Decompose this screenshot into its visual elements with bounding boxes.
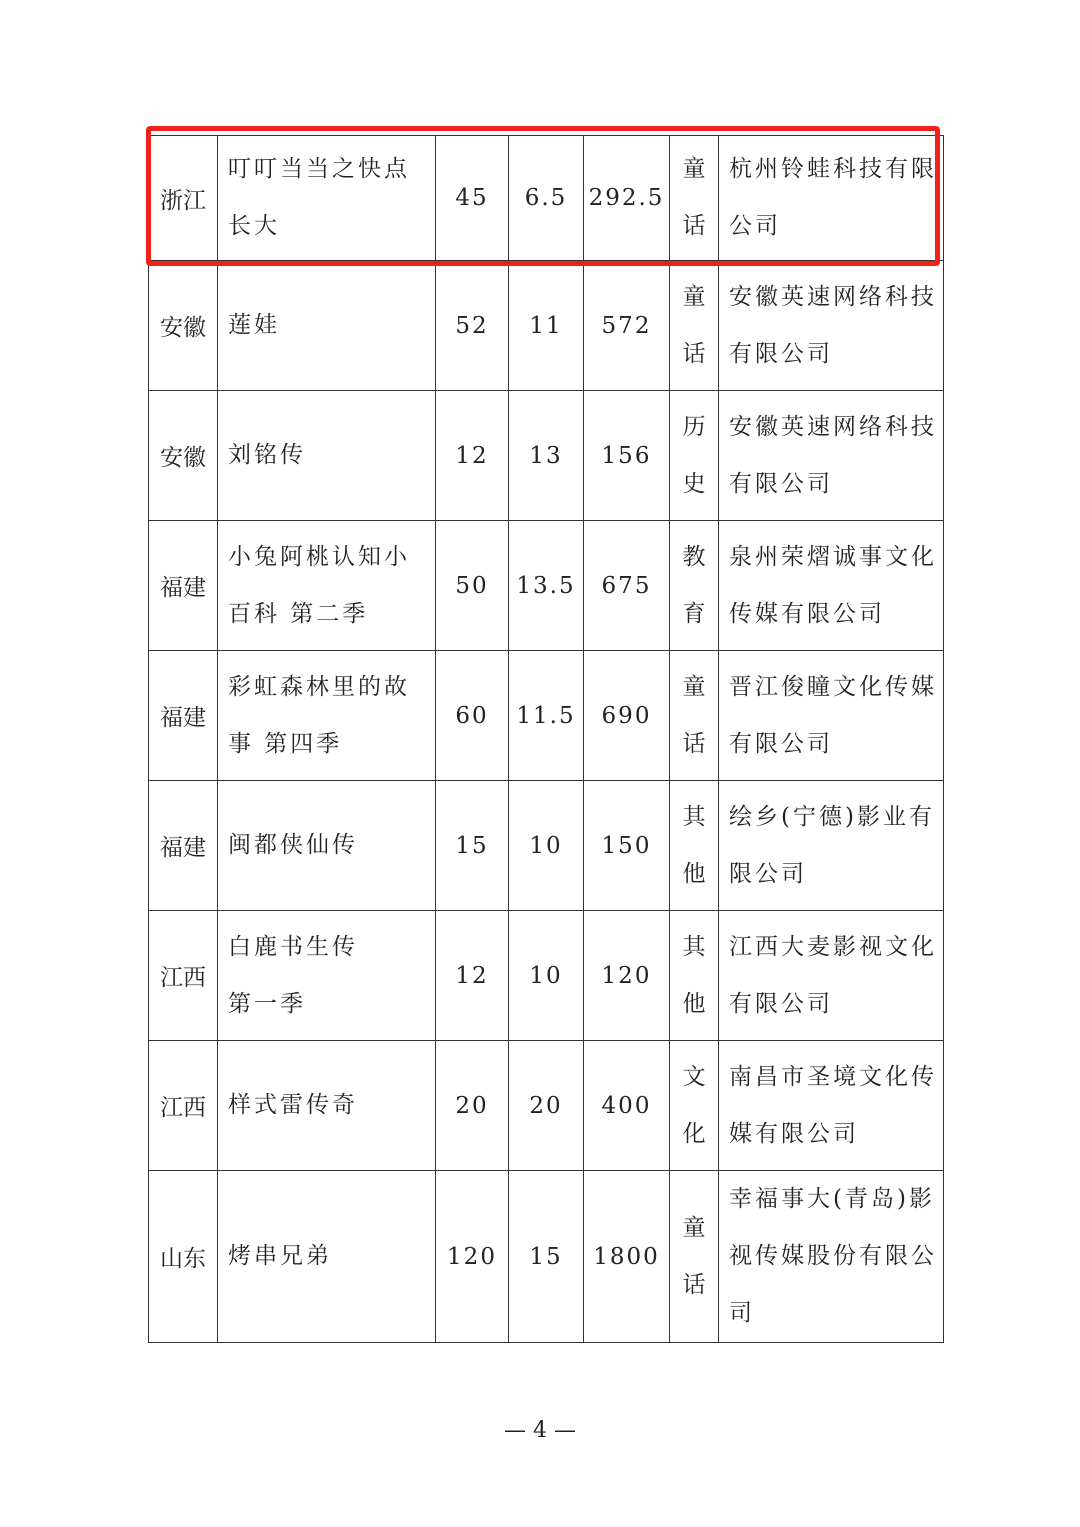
- total-cell: 156: [584, 391, 670, 521]
- company-cell-line: 江西大麦影视文化: [729, 933, 937, 960]
- genre-cell: [670, 391, 719, 521]
- table-row: [149, 261, 944, 391]
- episodes-cell: 50: [436, 521, 509, 651]
- company-cell-line: 晋江俊瞳文化传媒: [729, 673, 937, 700]
- name-cell-line: 百科 第二季: [228, 600, 369, 627]
- company-cell-line: 南昌市圣境文化传: [729, 1063, 937, 1090]
- name-cell-line: 小兔阿桃认知小: [228, 543, 410, 570]
- company-cell: [719, 136, 944, 261]
- genre-cell-line: 童: [682, 1214, 706, 1241]
- province-cell: 福建: [149, 781, 218, 911]
- genre-cell-line: 历: [682, 413, 706, 440]
- company-cell-line: 公司: [729, 213, 781, 239]
- company-cell: [719, 391, 944, 521]
- genre-cell-line: 其: [682, 933, 706, 960]
- company-cell-line: 安徽英速网络科技: [729, 413, 937, 440]
- table-row: [149, 391, 944, 521]
- province-cell: 安徽: [149, 391, 218, 521]
- genre-cell-line: 童: [682, 673, 706, 700]
- company-cell: [719, 911, 944, 1041]
- total-cell: 150: [584, 781, 670, 911]
- company-cell: [719, 781, 944, 911]
- company-cell: [719, 1041, 944, 1171]
- name-cell: [218, 391, 436, 521]
- genre-cell-line: 童: [682, 283, 706, 310]
- episodes-cell: 60: [436, 651, 509, 781]
- name-cell: [218, 651, 436, 781]
- minutes-cell: 11.5: [509, 651, 584, 781]
- province-cell: 安徽: [149, 261, 218, 391]
- company-cell-line: 视传媒股份有限公: [729, 1243, 937, 1269]
- name-cell: [218, 136, 436, 261]
- total-cell: 292.5: [584, 136, 670, 261]
- total-cell: 1800: [584, 1171, 670, 1343]
- name-cell: [218, 261, 436, 391]
- name-cell-line: 闽都侠仙传: [228, 832, 358, 858]
- genre-cell-line: 他: [682, 860, 706, 887]
- company-cell-line: 限公司: [729, 860, 807, 887]
- total-cell: 400: [584, 1041, 670, 1171]
- total-cell: 120: [584, 911, 670, 1041]
- company-cell-line: 有限公司: [729, 470, 833, 497]
- genre-cell-line: 文: [682, 1063, 706, 1090]
- name-cell: [218, 781, 436, 911]
- genre-cell-line: 育: [682, 600, 706, 627]
- page-number: — 4 —: [504, 1418, 576, 1443]
- animation-table: [148, 135, 944, 1343]
- genre-cell-line: 化: [682, 1120, 706, 1147]
- company-cell: [719, 651, 944, 781]
- name-cell-line: 事 第四季: [228, 730, 343, 757]
- company-cell-line: 有限公司: [729, 990, 833, 1017]
- table-row: [149, 1041, 944, 1171]
- episodes-cell: 15: [436, 781, 509, 911]
- genre-cell: [670, 261, 719, 391]
- company-cell-line: 绘乡(宁德)影业有: [729, 803, 935, 830]
- province-cell: 山东: [149, 1171, 218, 1343]
- name-cell-line: 第一季: [228, 990, 306, 1017]
- total-cell: 690: [584, 651, 670, 781]
- company-cell-line: 媒有限公司: [729, 1120, 859, 1147]
- name-cell-line: 样式雷传奇: [228, 1092, 358, 1118]
- genre-cell-line: 史: [682, 470, 706, 497]
- name-cell-line: 烤串兄弟: [228, 1243, 332, 1269]
- total-cell: 675: [584, 521, 670, 651]
- genre-cell: [670, 911, 719, 1041]
- genre-cell-line: 话: [682, 340, 706, 367]
- genre-cell: [670, 781, 719, 911]
- episodes-cell: 20: [436, 1041, 509, 1171]
- genre-cell-line: 他: [682, 990, 706, 1017]
- province-cell: 江西: [149, 911, 218, 1041]
- company-cell-line: 传媒有限公司: [729, 600, 885, 627]
- name-cell-line: 长大: [228, 213, 280, 239]
- name-cell-line: 白鹿书生传: [228, 933, 358, 960]
- province-cell: 福建: [149, 651, 218, 781]
- company-cell: [719, 521, 944, 651]
- genre-cell: [670, 1171, 719, 1343]
- name-cell-line: 刘铭传: [228, 442, 306, 468]
- table-row: [149, 521, 944, 651]
- name-cell: [218, 1041, 436, 1171]
- episodes-cell: 45: [436, 136, 509, 261]
- genre-cell-line: 话: [682, 213, 706, 239]
- genre-cell-line: 教: [682, 543, 706, 570]
- genre-cell: [670, 521, 719, 651]
- company-cell: [719, 261, 944, 391]
- total-cell: 572: [584, 261, 670, 391]
- province-cell: 浙江: [149, 136, 218, 261]
- genre-cell-line: 话: [682, 1271, 706, 1298]
- province-cell: 江西: [149, 1041, 218, 1171]
- minutes-cell: 10: [509, 911, 584, 1041]
- genre-cell: [670, 651, 719, 781]
- genre-cell: [670, 1041, 719, 1171]
- company-cell-line: 安徽英速网络科技: [729, 283, 937, 310]
- table-row: [149, 781, 944, 911]
- company-cell-line: 有限公司: [729, 730, 833, 757]
- minutes-cell: 15: [509, 1171, 584, 1343]
- table-row: [149, 1171, 944, 1343]
- table-row: [149, 651, 944, 781]
- episodes-cell: 12: [436, 391, 509, 521]
- name-cell-line: 莲娃: [228, 312, 280, 338]
- minutes-cell: 13.5: [509, 521, 584, 651]
- company-cell-line: 有限公司: [729, 340, 833, 367]
- minutes-cell: 10: [509, 781, 584, 911]
- province-cell: 福建: [149, 521, 218, 651]
- episodes-cell: 120: [436, 1171, 509, 1343]
- genre-cell: [670, 136, 719, 261]
- genre-cell-line: 童: [682, 156, 706, 182]
- name-cell: [218, 1171, 436, 1343]
- table-row: [149, 136, 944, 261]
- company-cell-line: 幸福事大(青岛)影: [729, 1186, 935, 1212]
- company-cell-line: 杭州铃蛙科技有限: [729, 156, 937, 182]
- genre-cell-line: 其: [682, 803, 706, 830]
- name-cell-line: 彩虹森林里的故: [228, 673, 410, 700]
- company-cell-line: 司: [729, 1300, 755, 1326]
- minutes-cell: 13: [509, 391, 584, 521]
- minutes-cell: 11: [509, 261, 584, 391]
- company-cell-line: 泉州荣熠诚事文化: [729, 543, 937, 570]
- company-cell: [719, 1171, 944, 1343]
- table-row: [149, 911, 944, 1041]
- genre-cell-line: 话: [682, 730, 706, 757]
- minutes-cell: 6.5: [509, 136, 584, 261]
- name-cell-line: 叮叮当当之快点: [228, 156, 410, 182]
- minutes-cell: 20: [509, 1041, 584, 1171]
- name-cell: [218, 911, 436, 1041]
- episodes-cell: 12: [436, 911, 509, 1041]
- episodes-cell: 52: [436, 261, 509, 391]
- name-cell: [218, 521, 436, 651]
